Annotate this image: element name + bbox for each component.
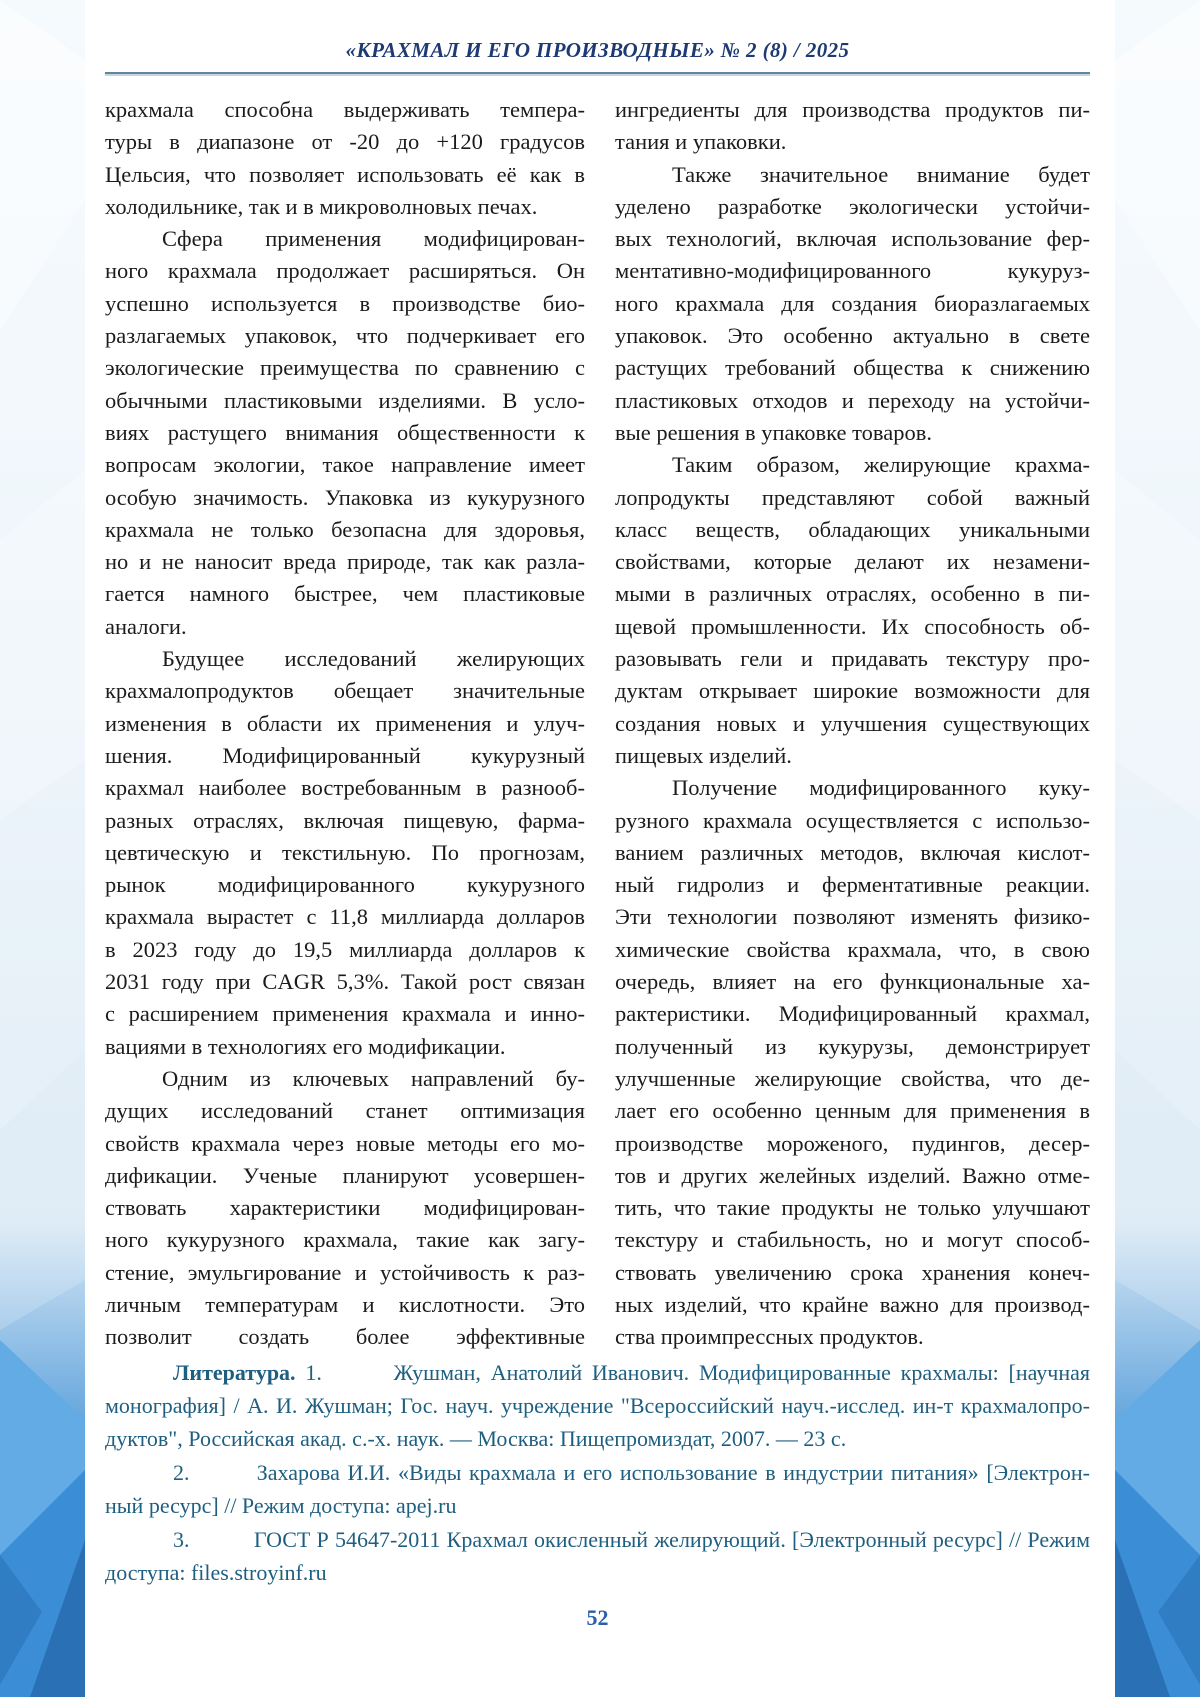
body-text-line: крахмала не только безопасна для здоровья, <box>105 516 585 542</box>
body-text-line: разовывать гели и придавать текстуру про- <box>615 646 1090 672</box>
body-text-line: вых технологий, включая использование фер- <box>615 226 1090 252</box>
body-text-line: дущих исследований станет оптимизация <box>105 1098 585 1124</box>
body-text-line: лопродукты представляют собой важный <box>615 484 1090 510</box>
references-heading: Литература. <box>173 1359 306 1385</box>
references-section <box>105 1356 1090 1590</box>
body-text-line: крахмал наиболее востребованным в разнооб- <box>105 775 585 801</box>
body-text-line: обычными пластиковыми изделиями. В усло- <box>105 387 585 413</box>
body-text-line: рынок модифицированного кукурузного <box>105 872 585 898</box>
body-text-line: туры в диапазоне от -20 до +120 градусов <box>105 129 585 155</box>
body-text-line: успешно используется в производстве био- <box>105 290 585 316</box>
body-text-line: уделено разработке экологически устойчи- <box>615 193 1090 219</box>
reference-line: ный ресурс] // Режим доступа: apej.ru <box>105 1493 457 1519</box>
body-text-line: Получение модифицированного куку- <box>672 775 1090 801</box>
body-text-line: улучшенные желирующие свойства, что де- <box>615 1065 1090 1091</box>
body-text-line: ного кукурузного крахмала, такие как загу- <box>105 1227 585 1253</box>
page-number: 52 <box>586 1605 609 1631</box>
body-text-line: ментативно-модифицированного кукуруз- <box>615 258 1090 284</box>
body-text-line: холодильнике, так и в микроволновых печах. <box>105 193 538 219</box>
body-text-line: очередь, влияет на его функциональные ха- <box>615 969 1090 995</box>
body-text-line: особую значимость. Упаковка из кукурузного <box>105 484 585 510</box>
journal-header-title: «КРАХМАЛ И ЕГО ПРОИЗВОДНЫЕ» № 2 (8) / 2025 <box>345 38 850 62</box>
body-text-line: упаковок. Это особенно актуально в свете <box>615 323 1090 349</box>
body-text-line: аналоги. <box>105 613 187 639</box>
reference-line: монография] / А. И. Жушман; Гос. науч. учреждение "Всероссийский науч.-исслед. ин-т крахмалопро- <box>105 1392 1090 1418</box>
reference-line: Литература. 1. Жушман, Анатолий Иванович. Модифицированные крахмалы: [научная <box>173 1359 1091 1385</box>
body-text-line: ного крахмала продолжает расширяться. Он <box>105 258 585 284</box>
body-text-line: тов и других желейных изделий. Важно отме- <box>615 1162 1090 1188</box>
body-text-line: стение, эмульгирование и устойчивость к раз- <box>105 1259 585 1285</box>
body-text-line: пластиковых отходов и переходу на устойчи- <box>615 387 1090 413</box>
body-text-line: Эти технологии позволяют изменять физико- <box>615 904 1090 930</box>
article-body <box>105 94 1090 1354</box>
body-text-line: лает его особенно ценным для применения в <box>615 1098 1090 1124</box>
body-text-line: дификации. Ученые планируют усовершен- <box>105 1162 585 1188</box>
body-text-line: в 2023 году до 19,5 миллиарда долларов к <box>105 936 585 962</box>
body-text-line: личным температурам и кислотности. Это <box>105 1291 585 1317</box>
body-text-line: вые решения в упаковке товаров. <box>615 419 932 445</box>
body-text-line: гается намного быстрее, чем пластиковые <box>105 581 585 607</box>
body-text-line: свойств крахмала через новые методы его мо- <box>105 1130 585 1156</box>
body-text-line: пищевых изделий. <box>615 742 792 768</box>
body-text-line: ванием различных методов, включая кислот- <box>615 839 1090 865</box>
body-text-line: создания новых и улучшения существующих <box>615 710 1090 736</box>
body-text-line: ного крахмала для создания биоразлагаемых <box>615 290 1090 316</box>
body-text-line: полученный из кукурузы, демонстрирует <box>615 1033 1090 1059</box>
body-text-line: тания и упаковки. <box>615 129 787 155</box>
body-text-line: Сфера применения модифицирован- <box>162 226 585 252</box>
left-column <box>105 94 585 1354</box>
body-text-line: производстве мороженого, пудингов, десер- <box>615 1130 1090 1156</box>
body-text-line: тить, что такие продукты не только улучшают <box>615 1195 1090 1221</box>
body-text-line: Также значительное внимание будет <box>672 161 1090 187</box>
body-text-line: крахмала способна выдерживать темпера- <box>105 97 585 122</box>
reference-number: 1. <box>305 1359 332 1385</box>
body-text-line: разных отраслях, включая пищевую, фарма- <box>105 807 585 833</box>
body-text-line: текстуру и стабильность, но и могут способ- <box>615 1227 1090 1253</box>
reference-line: дуктов", Российская акад. с.-х. наук. — Москва: Пищепромиздат, 2007. — 23 с. <box>105 1426 847 1452</box>
body-text-line: растущих требований общества к снижению <box>615 355 1090 381</box>
body-text-line: шения. Модифицированный кукурузный <box>105 742 585 768</box>
body-text-line: вопросам экологии, такое направление имеет <box>105 452 585 478</box>
reference-number: 2. <box>173 1459 198 1485</box>
body-text-line: 2031 году при CAGR 5,3%. Такой рост связан <box>105 969 585 995</box>
body-text-line: ных изделий, что крайне важно для производ- <box>615 1291 1090 1317</box>
body-text-line: класс веществ, обладающих уникальными <box>615 516 1090 542</box>
body-text-line: крахмала вырастет с 11,8 миллиарда долларов <box>105 904 585 930</box>
body-text-line: крахмалопродуктов обещает значительные <box>105 678 585 704</box>
reference-line: доступа: files.stroyinf.ru <box>105 1560 327 1586</box>
page-header <box>105 38 1090 74</box>
body-text-line: виях растущего внимания общественности к <box>105 419 585 445</box>
body-text-line: рактеристики. Модифицированный крахмал, <box>615 1001 1090 1027</box>
body-text-line: Одним из ключевых направлений бу- <box>162 1065 585 1091</box>
body-text-line: цевтическую и текстильную. По прогнозам, <box>105 839 585 865</box>
body-text-line: рузного крахмала осуществляется с использо- <box>615 807 1090 833</box>
body-text-line: химические свойства крахмала, что, в свою <box>615 936 1090 962</box>
body-text-line: позволит создать более эффективные <box>105 1324 585 1350</box>
body-text-line: ства проимпрессных продуктов. <box>615 1324 924 1350</box>
body-text-line: но и не наносит вреда природе, так как разла- <box>105 549 585 575</box>
body-text-line: Цельсия, что позволяет использовать её как в <box>105 161 585 187</box>
header-rule <box>105 72 1090 74</box>
body-text-line: дуктам открывает широкие возможности для <box>615 678 1090 704</box>
body-text-line: ствовать увеличению срока хранения конеч- <box>615 1259 1090 1285</box>
body-text-line: изменения в области их применения и улуч- <box>105 710 585 736</box>
body-text-line: щевой промышленности. Их способность об- <box>615 613 1090 639</box>
body-text-line: свойствами, которые делают их незамени- <box>615 549 1090 575</box>
page-footer <box>105 1605 1090 1631</box>
reference-number: 3. <box>173 1526 196 1552</box>
reference-line: 3. ГОСТ Р 54647-2011 Крахмал окисленный желирующий. [Электронный ресурс] // Режим <box>173 1526 1091 1552</box>
body-text-line: Таким образом, желирующие крахма- <box>672 452 1090 478</box>
body-text-line: мыми в различных отраслях, особенно в пи- <box>615 581 1090 607</box>
body-text-line: с расширением применения крахмала и инно- <box>105 1001 585 1027</box>
body-text-line: ствовать характеристики модифицирован- <box>105 1195 585 1221</box>
body-text-line: экологические преимущества по сравнению с <box>105 355 585 381</box>
body-text-line: разлагаемых упаковок, что подчеркивает его <box>105 323 585 349</box>
reference-line: 2. Захарова И.И. «Виды крахмала и его использование в индустрии питания» [Электрон- <box>173 1459 1090 1485</box>
body-text-line: вациями в технологиях его модификации. <box>105 1033 506 1059</box>
body-text-line: ный гидролиз и ферментативные реакции. <box>615 872 1090 898</box>
body-text-line: Будущее исследований желирующих <box>162 646 585 672</box>
right-column <box>615 94 1090 1354</box>
body-text-line: ингредиенты для производства продуктов пи- <box>615 97 1090 122</box>
